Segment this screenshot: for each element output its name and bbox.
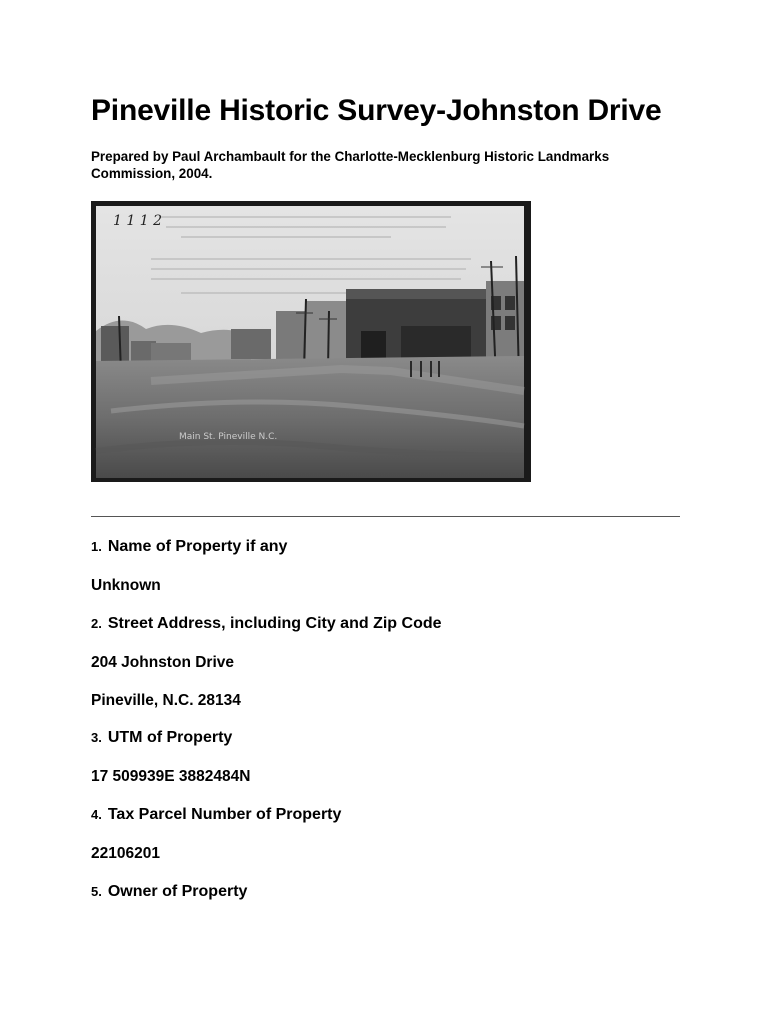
field-3-heading	[91, 729, 232, 747]
field-1-number: 1.	[91, 539, 102, 554]
field-2-number: 2.	[91, 616, 102, 631]
field-4-number: 4.	[91, 807, 102, 822]
field-3-label: UTM of Property	[107, 729, 233, 746]
field-5-label: Owner of Property	[107, 883, 248, 900]
field-2-label: Street Address, including City and Zip Code	[107, 615, 442, 632]
section-divider	[91, 516, 680, 517]
property-name-value: Unknown	[91, 577, 161, 594]
field-3-number: 3.	[91, 730, 102, 745]
page-subtitle: Prepared by Paul Archambault for the Charlotte-Mecklenburg Historic Landmarks Commission, 2004.	[91, 149, 610, 181]
field-4-heading	[91, 806, 341, 824]
photo-caption: Main St. Pineville N.C.	[179, 432, 278, 442]
field-1-label: Name of Property if any	[107, 538, 288, 555]
field-2-heading	[91, 615, 442, 633]
field-1-heading	[91, 538, 287, 556]
svg-text:1 1 1 2: 1 1 1 2	[113, 213, 162, 229]
field-5-number: 5.	[91, 884, 102, 899]
tax-parcel-value: 22106201	[91, 845, 160, 862]
field-4-label: Tax Parcel Number of Property	[107, 806, 342, 823]
utm-value: 17 509939E 3882484N	[91, 768, 251, 785]
historic-street-photo	[91, 201, 531, 482]
address-line1: 204 Johnston Drive	[91, 654, 234, 671]
field-5-heading	[91, 883, 247, 901]
address-line2: Pineville, N.C. 28134	[91, 692, 241, 709]
page-title: Pineville Historic Survey-Johnston Drive	[91, 94, 662, 127]
